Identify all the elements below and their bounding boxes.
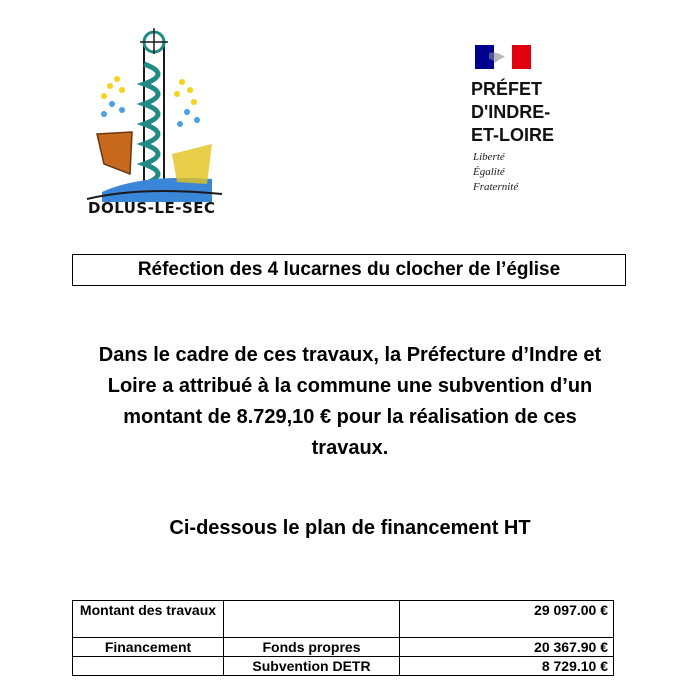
commune-name: DOLUS-LE-SEC (88, 199, 216, 217)
row-amount: 8 729.10 € (400, 657, 614, 676)
commune-logo (82, 24, 227, 224)
table-row (73, 638, 614, 657)
table-row (73, 657, 614, 676)
row-amount: 20 367.90 € (400, 638, 614, 657)
financing-plan-title: Ci-dessous le plan de financement HT (169, 517, 531, 539)
row-sub-label: Fonds propres (224, 638, 400, 657)
marianne-flag-icon (475, 45, 531, 69)
table-row (73, 601, 614, 638)
prefecture-motto: Liberté Égalité Fraternité (473, 151, 519, 193)
row-amount: 29 097.00 € (400, 601, 614, 638)
document-title: Réfection des 4 lucarnes du clocher de l’église (72, 254, 626, 286)
row-label: Montant des travaux (73, 601, 224, 638)
row-label (73, 657, 224, 676)
financing-table (72, 600, 614, 676)
intro-paragraph: Dans le cadre de ces travaux, la Préfecture d’Indre et Loire a attribué à la commune une subvention d’un montant de 8.729,10 € pour la réalisation de ces travaux. (98, 344, 602, 459)
row-label: Financement (73, 638, 224, 657)
prefecture-title: PRÉFET D'INDRE- ET-LOIRE (471, 79, 555, 145)
row-sub-label (224, 601, 400, 638)
row-sub-label: Subvention DETR (224, 657, 400, 676)
